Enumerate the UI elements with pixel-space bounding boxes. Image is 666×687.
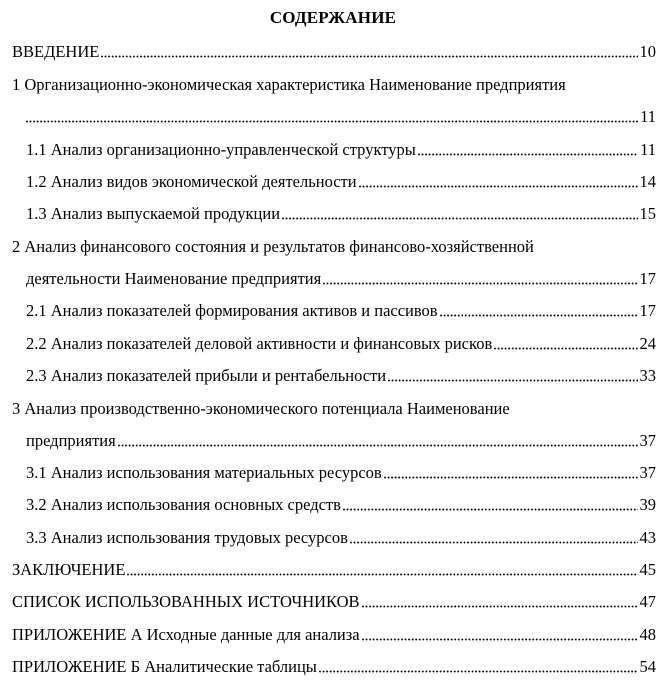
toc-entry-text: деятельности Наименование предприятия xyxy=(26,269,322,288)
toc-entry-text: 2.1 Анализ показателей формирования активов и пассивов xyxy=(26,301,438,320)
toc-page-number: 11 xyxy=(640,140,656,159)
dot-leader xyxy=(26,117,638,123)
toc-page-number: 24 xyxy=(639,334,656,353)
dot-leader xyxy=(343,505,638,511)
dot-leader xyxy=(388,376,637,382)
toc-entry-text: 1.1 Анализ организационно-управленческой структуры xyxy=(26,140,416,159)
toc-page-number: 14 xyxy=(639,172,656,191)
toc-entry-section-2-3[interactable] xyxy=(26,365,656,387)
toc-entry-references[interactable] xyxy=(12,591,656,613)
toc-entry-introduction[interactable] xyxy=(12,41,656,63)
toc-entry-text: 2.2 Анализ показателей деловой активности и финансовых рисков xyxy=(26,334,493,353)
toc-entry-text: ВВЕДЕНИЕ xyxy=(12,42,100,61)
toc-page-number: 47 xyxy=(639,592,656,611)
dot-leader xyxy=(350,538,638,544)
toc-entry-text: 1.3 Анализ выпускаемой продукции xyxy=(26,204,281,223)
dot-leader xyxy=(440,311,638,317)
page-title: СОДЕРЖАНИЕ xyxy=(269,8,397,27)
toc-entry-chapter-3[interactable] xyxy=(26,430,656,452)
toc-entry-text: 1.2 Анализ видов экономической деятельности xyxy=(26,172,357,191)
toc-entry-conclusion[interactable] xyxy=(12,559,656,581)
dot-leader xyxy=(362,602,638,608)
toc-page-number: 10 xyxy=(639,42,656,61)
toc-entry-section-3-2[interactable] xyxy=(26,494,656,516)
dot-leader xyxy=(494,344,637,350)
toc-entry-appendix-b[interactable] xyxy=(12,656,656,678)
toc-entry-text: 3.1 Анализ использования материальных ресурсов xyxy=(26,463,382,482)
toc-page-number: 17 xyxy=(639,301,656,320)
dot-leader xyxy=(127,570,637,576)
toc-page-number: 15 xyxy=(639,204,656,223)
toc-entry-chapter-1-line1[interactable]: 1 Организационно-экономическая характеристика Наименование предприятия xyxy=(12,75,566,94)
toc-page-number: 39 xyxy=(639,495,656,514)
dot-leader xyxy=(118,441,638,447)
dot-leader xyxy=(384,473,638,479)
dot-leader xyxy=(282,214,637,220)
dot-leader xyxy=(418,150,638,156)
toc-entry-text: 3.2 Анализ использования основных средств xyxy=(26,495,341,514)
toc-page-number: 54 xyxy=(639,657,656,676)
toc-page-number: 37 xyxy=(639,431,656,450)
toc-page-number: 45 xyxy=(639,560,656,579)
toc-entry-section-2-1[interactable] xyxy=(26,300,656,322)
toc-entry-chapter-3-line1[interactable]: 3 Анализ производственно-экономического потенциала Наименование xyxy=(12,399,510,418)
toc-entry-section-3-1[interactable] xyxy=(26,462,656,484)
toc-entry-text: ПРИЛОЖЕНИЕ Б Аналитические таблицы xyxy=(12,657,317,676)
dot-leader xyxy=(323,279,637,285)
toc-page-number: 17 xyxy=(639,269,656,288)
toc-entry-text: предприятия xyxy=(26,431,116,450)
toc-entry-text: ПРИЛОЖЕНИЕ А Исходные данные для анализа xyxy=(12,625,360,644)
toc-entry-chapter-2-line1[interactable]: 2 Анализ финансового состояния и результатов финансово-хозяйственной xyxy=(12,237,534,256)
toc-entry-section-2-2[interactable] xyxy=(26,333,656,355)
dot-leader xyxy=(362,635,638,641)
toc-entry-section-1-2[interactable] xyxy=(26,171,656,193)
toc-entry-text: СПИСОК ИСПОЛЬЗОВАННЫХ ИСТОЧНИКОВ xyxy=(12,592,360,611)
toc-page-number: 11 xyxy=(640,107,656,126)
toc-entry-chapter-1[interactable] xyxy=(24,106,656,128)
toc-page-number: 37 xyxy=(639,463,656,482)
toc-entry-text: ЗАКЛЮЧЕНИЕ xyxy=(12,560,126,579)
toc-entry-section-3-3[interactable] xyxy=(26,527,656,549)
dot-leader xyxy=(101,52,637,58)
toc-entry-section-1-3[interactable] xyxy=(26,203,656,225)
dot-leader xyxy=(359,182,638,188)
toc-page-number: 33 xyxy=(639,366,656,385)
toc-page-number: 43 xyxy=(639,528,656,547)
toc-entry-section-1-1[interactable] xyxy=(26,139,656,161)
toc-entry-text: 3.3 Анализ использования трудовых ресурсов xyxy=(26,528,348,547)
toc-entry-appendix-a[interactable] xyxy=(12,624,656,646)
toc-entry-chapter-2[interactable] xyxy=(26,268,656,290)
toc-page-number: 48 xyxy=(639,625,656,644)
toc-entry-text: 2.3 Анализ показателей прибыли и рентабельности xyxy=(26,366,387,385)
dot-leader xyxy=(319,667,638,673)
